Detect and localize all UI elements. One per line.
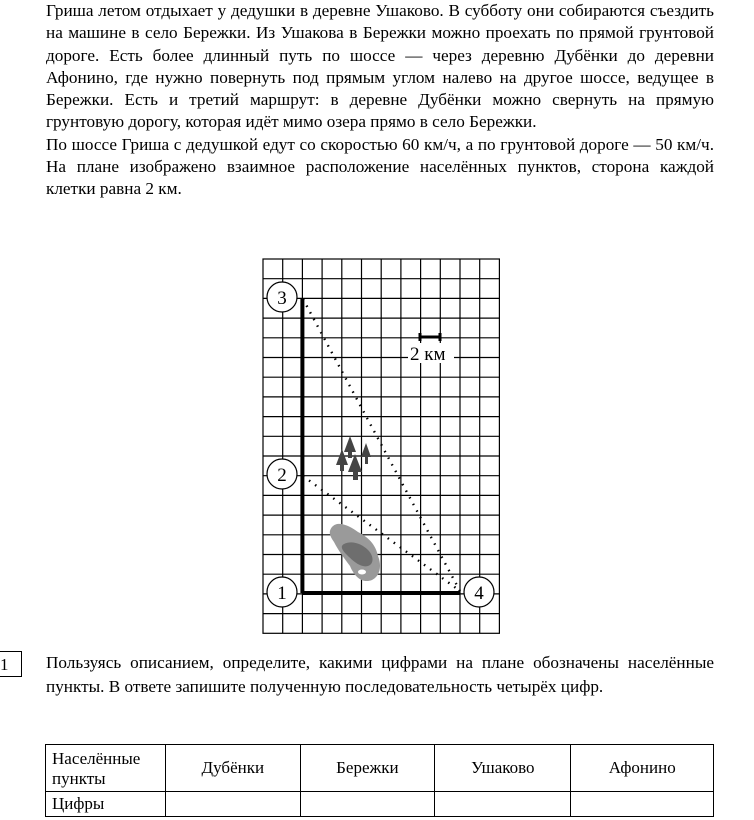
row-label: Цифры bbox=[46, 792, 166, 817]
description-paragraph-1: Гриша летом отдыхает у дедушки в деревне Ушаково. В субботу они собираются съездить на машине в село Бережки. Из Ушакова в Бережки можно проехать по прямой грунтовой дороге. Есть более длинный путь по шоссе — через деревню Дубёнки до деревни Афонино, где нужно повернуть под прямым углом налево на другое шоссе, ведущее в Бережки. Есть и третий маршрут: в деревне Дубёнки можно свернуть на прямую грунтовую дорогу, которая идёт мимо озера прямо в село Бережки. bbox=[46, 1, 714, 132]
point-2 bbox=[267, 459, 297, 489]
table-header-row bbox=[46, 745, 714, 792]
column-header: Ушаково bbox=[435, 745, 571, 792]
scale-label: 2 км bbox=[410, 344, 446, 365]
column-header: Дубёнки bbox=[166, 745, 301, 792]
header-label: Населённые пункты bbox=[46, 745, 166, 792]
svg-text:4: 4 bbox=[474, 583, 484, 604]
table-answer-row bbox=[46, 792, 714, 817]
column-header: Бережки bbox=[300, 745, 435, 792]
svg-text:2: 2 bbox=[277, 465, 287, 486]
answer-table bbox=[45, 744, 714, 817]
village-plan-diagram bbox=[258, 254, 508, 643]
task-question: Пользуясь описанием, определите, какими цифрами на плане обозначены населённые пункты. В ответе запишите полученную последовательность четырёх цифр. bbox=[46, 653, 714, 696]
point-4 bbox=[464, 577, 494, 607]
column-header: Афонино bbox=[571, 745, 714, 792]
svg-text:3: 3 bbox=[277, 288, 287, 309]
answer-cell[interactable] bbox=[571, 792, 714, 817]
grid bbox=[263, 259, 499, 633]
answer-cell[interactable] bbox=[300, 792, 435, 817]
answer-cell[interactable] bbox=[166, 792, 301, 817]
scale-bar bbox=[420, 333, 440, 341]
answer-cell[interactable] bbox=[435, 792, 571, 817]
description-paragraph-2: По шоссе Гриша с дедушкой едут со скоростью 60 км/ч, а по грунтовой дороге — 50 км/ч. На плане изображено взаимное расположение населённых пунктов, сторона каждой клетки равна 2 км. bbox=[46, 134, 714, 199]
lake-icon bbox=[330, 524, 380, 581]
task-number-box: 1 bbox=[0, 651, 22, 677]
svg-text:1: 1 bbox=[277, 583, 287, 604]
point-1 bbox=[267, 577, 297, 607]
problem-description bbox=[46, 0, 714, 201]
point-3 bbox=[267, 282, 297, 312]
